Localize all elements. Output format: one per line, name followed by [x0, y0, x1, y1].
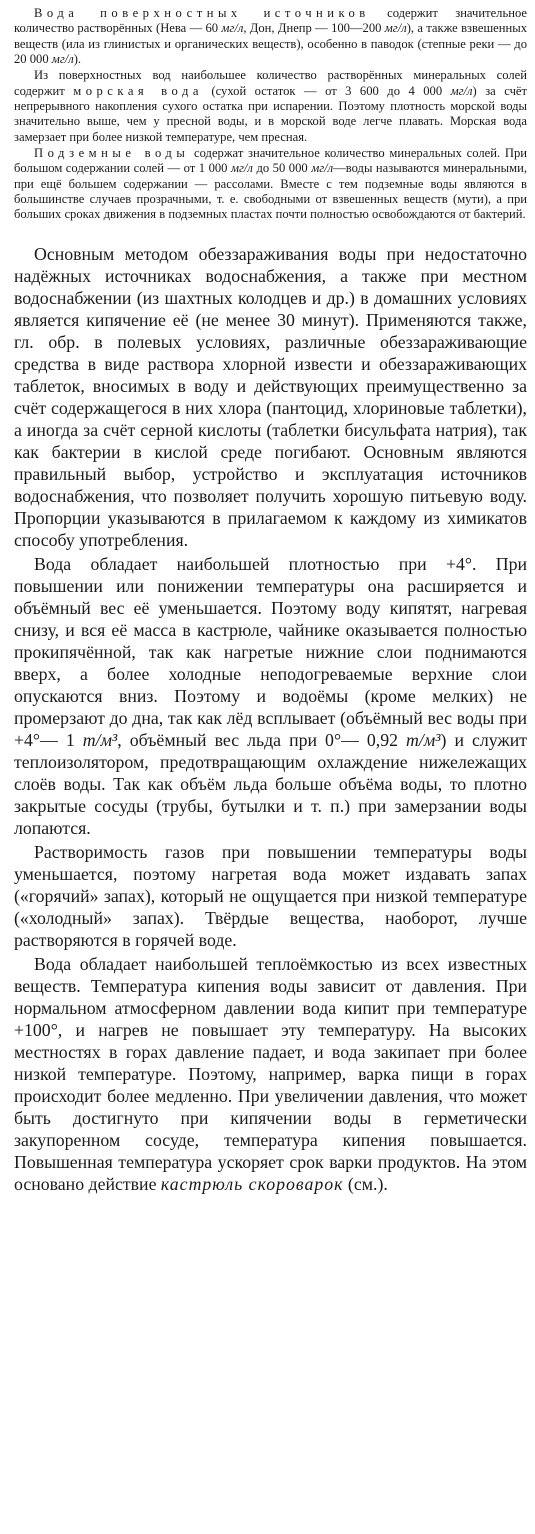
text: Дон, Днепр — 100—200	[246, 21, 385, 36]
paragraph-gas-solubility: Растворимость газов при повышении температуры воды уменьшается, поэтому нагретая вода может издавать запах («горячий» запах), который не ощущается при низкой температуре («холодный» запах). Твёрдые вещества, наоборот, лучше растворяются в горячей воде.	[14, 841, 527, 950]
paragraph-heat-capacity	[14, 953, 527, 1195]
text: (см.).	[343, 1173, 388, 1194]
text: Вода обладает наибольшей теплоёмкостью из всех известных веществ. Температура кипения воды зависит от давления. При нормальном атмосферном давлении вода кипит при температуре +100°, и нагрев не повышает эту температуру. На высоких местностях в горах давление падает, и вода закипает при более низкой температуре. Поэтому, например, варка пищи в горах происходит более медленно. При увеличении давления, что может быть достигнуто при кипячении воды в герметически закупоренном сосуде, температура кипения повышается. Повышенная температура ускоряет срок варки продуктов. На этом основано действие	[14, 953, 527, 1194]
text: содержит значительное количество растворённых (Нева — 60	[14, 6, 527, 36]
unit: т/м³	[406, 729, 441, 750]
text: (сухой остаток — от 3 600 до 4 000	[202, 83, 451, 98]
unit: мг/л	[311, 161, 334, 176]
paragraph-sea-water	[14, 68, 527, 145]
text: содержат значительное количество минеральных солей. При большом содержании солей — от 1 000	[14, 146, 528, 176]
paragraph-disinfection: Основным методом обеззараживания воды при недостаточно надёжных источниках водоснабжения, а также при местном водоснабжении (из шахтных колодцев и др.) в домашних условиях является кипячение её (не менее 30 минут). Применяются также, гл. обр. в полевых условиях, различные обеззараживающие средства в виде раствора хлорной извести и обеззараживающих таблеток, вносимых в воду и действующих преимущественно за счёт содержащегося в них хлора (пантоцид, хлориновые таблетки), а иногда за счёт серной кислоты (таблетки бисульфата натрия), так как бактерии в кислой среде погибают. Основным являются правильный выбор, устройство и эксплуатация источников водоснабжения, что позволяет получить хорошую питьевую воду. Пропорции указываются в прилагаемом к каждому из химикатов способу употребления.	[14, 243, 527, 550]
text: ) за счёт непрерывного накопления сухого остатка при испарении. Поэтому плотность морской воды значительно выше, чем у пресной воды, и в морской воде легче плавать. Морская вода замерзает при более низкой температуре, чем пресная.	[14, 83, 528, 144]
unit: мг/л	[384, 21, 407, 36]
term-sea-water: морская вода	[73, 83, 203, 98]
document-page	[14, 6, 527, 1195]
text: —воды называются минеральными, при ещё большем содержании — рассолами. Вместе с тем подземные воды являются в большинстве случаев прозрачными, т. е. свободными от взвешенных веществ (мути), а при больших сроках движения в подземных пластах почти полностью освобождаются от бактерий.	[14, 161, 527, 222]
section-gap	[14, 223, 527, 243]
text: Вода обладает наибольшей плотностью при +4°. При повышении или понижении температуры она расширяется и объёмный вес её уменьшается. Поэтому воду кипятят, нагревая снизу, и вся её масса в кастрюле, чайнике оказывается полностью прокипячённой, так как нагретые нижние слои поднимаются вверх, а более холодные неподогреваемые верхние слои опускаются вниз. Поэтому и водоёмы (кроме мелких) не промерзают до дна, так как лёд всплывает (объёмный вес воды при +4°— 1	[14, 553, 527, 750]
term-ground-water: Подземные воды	[34, 146, 190, 161]
text: , объёмный вес льда при 0°— 0,92	[117, 729, 407, 750]
text: ), а также взвешенных веществ (ила из глинистых и органических веществ), особенно в паводок (степные реки — до 20 000	[14, 21, 527, 67]
unit: мг/л	[450, 83, 473, 98]
text: Из поверхностных вод наибольшее количество растворённых минеральных солей содержит	[14, 68, 527, 98]
paragraph-surface-water	[14, 6, 527, 67]
unit: мг/л	[230, 161, 253, 176]
text: до 50 000	[252, 161, 312, 176]
unit: мг/л	[51, 52, 74, 67]
unit: мг/л,	[221, 21, 247, 36]
text: ) и служит теплоизолятором, предотвращающим охлаждение нижележащих слоёв воды. Так как объём льда больше объёма воды, то плотно закрытые сосуды (трубы, бутылки и т. п.) при замерзании воды лопаются.	[14, 729, 528, 838]
paragraph-density	[14, 553, 527, 839]
unit: т/м³	[82, 729, 118, 750]
paragraph-ground-water	[14, 146, 527, 223]
text: ).	[73, 52, 82, 67]
term-pressure-cookers: кастрюль скороварок	[160, 1173, 344, 1194]
term-surface-sources: Вода поверхностных источников	[34, 6, 370, 20]
